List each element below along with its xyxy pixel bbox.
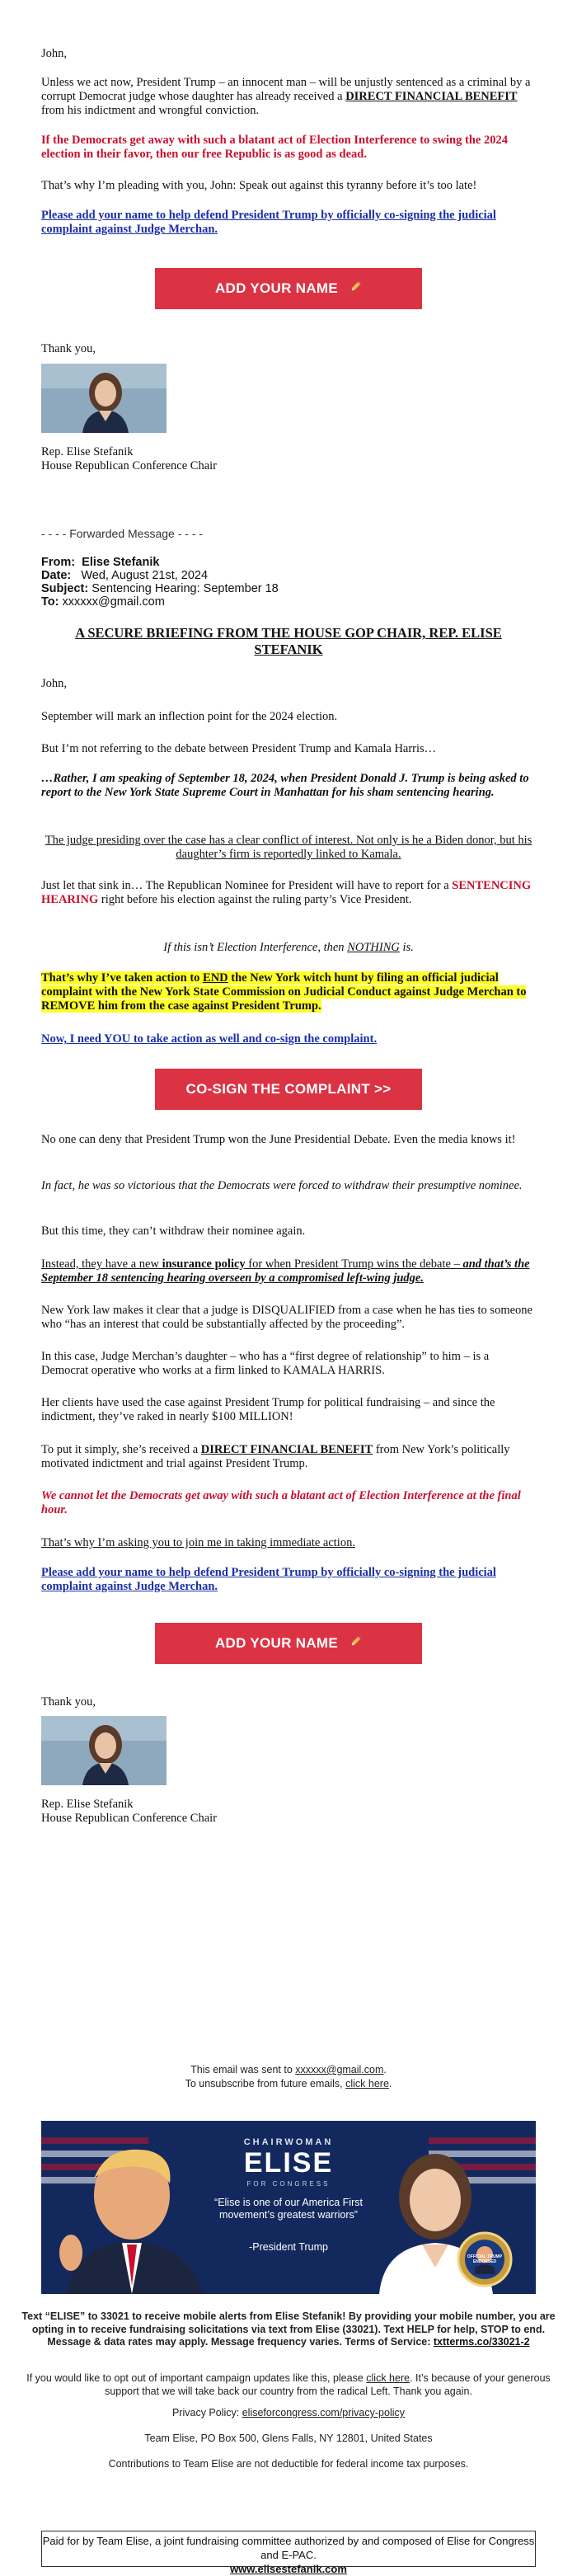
cosign-link-3[interactable]: Please add your name to help defend President Trump by officially co-signing the judicial complaint against Judge Merchan. [41, 1566, 496, 1593]
privacy-line: Privacy Policy: eliseforcongress.com/privacy-policy [171, 2407, 406, 2419]
signoff-title-2: House Republican Conference Chair [41, 1812, 217, 1825]
stefanik-photo [41, 364, 167, 433]
sms-disclaimer: Text “ELISE” to 33021 to receive mobile alerts from Elise Stefanik! By providing your mobile number, you are opting in to receive fundraising solicitations via text from Elise (33021). Text HELP for help, STOP to end. Message & data rates may apply. Message frequency varies. Terms of Service: txtterms.co/33021-2 [21, 2310, 556, 2348]
signoff-title-1: House Republican Conference Chair [41, 459, 217, 472]
mailing-address: Team Elise, PO Box 500, Glens Falls, NY 12801, United States [144, 2433, 433, 2444]
briefing-paragraph-3: …Rather, I am speaking of September 18, 2024, when President Donald J. Trump is being asked to report to the New York State Supreme Court in Manhattan for his sham sentencing hearing. [41, 772, 529, 799]
briefing-paragraph-7: That’s why I’ve taken action to END the New York witch hunt by filing an official judicial complaint with the New York State Commission on Judicial Conduct against Judge Merchan to REMOVE him from the case against President Trump. [41, 971, 527, 1013]
tax-disclaimer: Contributions to Team Elise are not deductible for federal income tax purposes. [108, 2458, 469, 2470]
sms-terms-link[interactable]: txtterms.co/33021-2 [433, 2336, 530, 2348]
cosign-link-2[interactable]: Now, I need YOU to take action as well and co-sign the complaint. [41, 1032, 378, 1046]
forward-subject: Subject: Sentencing Hearing: September 18 [41, 582, 279, 595]
privacy-policy-link[interactable]: eliseforcongress.com/privacy-policy [242, 2407, 406, 2419]
add-your-name-button-2[interactable]: ADD YOUR NAME [155, 1623, 422, 1664]
unsubscribe-link[interactable]: click here [345, 2078, 389, 2089]
signoff-thanks-2: Thank you, [41, 1695, 96, 1709]
section-paragraph-8: To put it simply, she’s received a DIRECT FINANCIAL BENEFIT from New York’s politically motivated indictment and trial against President Trump. [41, 1443, 510, 1470]
seal-label: OFFICIAL TRUMP ENDORSED [467, 2254, 503, 2264]
paragraph-3: That’s why I’m pleading with you, John: Speak out against this tyranny before it’s too late! [41, 179, 477, 192]
cosign-complaint-button[interactable]: CO-SIGN THE COMPLAINT >> [155, 1069, 422, 1110]
banner-quote: “Elise is one of our America First movement’s greatest warriors” [214, 2197, 363, 2221]
signoff-thanks-1: Thank you, [41, 342, 96, 355]
banner-tagline: FOR CONGRESS [246, 2180, 331, 2188]
banner-name: ELISE [243, 2147, 334, 2179]
forward-to: To: xxxxxx@gmail.com [41, 595, 165, 609]
section-paragraph-1: No one can deny that President Trump won the June Presidential Debate. Even the media knows it! [41, 1133, 516, 1146]
briefing-paragraph-5: Just let that sink in… The Republican Nominee for President will have to report for a SENTENCING HEARING right before his election against the ruling party’s Vice President. [41, 879, 532, 906]
section-paragraph-6: In this case, Judge Merchan’s daughter – who has a “first degree of relationship” to him – is a Democrat operative who works at a firm linked to KAMALA HARRIS. [41, 1350, 490, 1377]
website-link[interactable]: www.elisestefanik.com [230, 2563, 347, 2575]
banner-kicker: CHAIRWOMAN [243, 2137, 334, 2147]
greeting: John, [41, 47, 68, 60]
pencil-icon [349, 269, 362, 310]
briefing-paragraph-4: The judge presiding over the case has a clear conflict of interest. Not only is he a Biden donor, but his daughter’s firm is reportedly linked to Kamala. [45, 834, 532, 861]
pencil-icon [349, 1624, 362, 1665]
add-your-name-button-1[interactable]: ADD YOUR NAME [155, 268, 422, 309]
paid-for-box [41, 2531, 536, 2575]
optout-line: If you would like to opt out of important campaign updates like this, please click here. It’s because of your generous support that we will take back our country from the radical Left. Thank you again. [26, 2372, 551, 2397]
stefanik-photo [41, 1716, 167, 1785]
section-paragraph-2: In fact, he was so victorious that the Democrats were forced to withdraw their presumptive nominee. [41, 1179, 523, 1192]
section-paragraph-5: New York law makes it clear that a judge is DISQUALIFIED from a case when he has ties to someone who “has an interest that could be substantially affected by the proceeding”. [41, 1304, 532, 1331]
greeting-2: John, [41, 677, 68, 690]
paragraph-2: If the Democrats get away with such a blatant act of Election Interference to swing the 2024 election in their favor, then our free Republic is as good as dead. [41, 134, 508, 161]
paragraph-1: Unless we act now, President Trump – an innocent man – will be unjustly sentenced as a criminal by a corrupt Democrat judge whose daughter has already received a DIRECT FINANCIAL BENEFIT from his indictment and wrongful conviction. [41, 76, 531, 117]
signoff-name-2: Rep. Elise Stefanik [41, 1798, 134, 1811]
recipient-email-link[interactable]: xxxxxx@gmail.com [295, 2064, 384, 2075]
briefing-paragraph-1: September will mark an inflection point for the 2024 election. [41, 710, 338, 723]
briefing-paragraph-2: But I’m not referring to the debate between President Trump and Kamala Harris… [41, 742, 437, 755]
paid-for-text: Paid for by Team Elise, a joint fundraising committee authorized by and composed of Elise for Congress and E-PAC. [42, 2535, 535, 2561]
forwarded-divider: - - - - Forwarded Message - - - - [41, 527, 204, 540]
section-paragraph-3: But this time, they can’t withdraw their nominee again. [41, 1225, 306, 1238]
forward-date: Date: Wed, August 21st, 2024 [41, 569, 209, 582]
endorsement-banner[interactable] [41, 2121, 536, 2294]
cosign-link-1[interactable]: Please add your name to help defend President Trump by officially co-signing the judicial complaint against Judge Merchan. [41, 209, 496, 236]
forwarded-header [41, 556, 536, 609]
optout-link[interactable]: click here [366, 2372, 410, 2384]
section-paragraph-4: Instead, they have a new insurance policy for when President Trump wins the debate – and that’s the September 18 sentencing hearing overseen by a compromised left-wing judge. [41, 1257, 530, 1285]
sent-to-line: This email was sent to xxxxxx@gmail.com. [190, 2064, 387, 2075]
briefing-paragraph-6: If this isn’t Election Interference, then NOTHING is. [163, 941, 414, 954]
banner-attribution: -President Trump [249, 2241, 328, 2253]
signoff-name-1: Rep. Elise Stefanik [41, 445, 134, 458]
section-paragraph-10: That’s why I’m asking you to join me in taking immediate action. [41, 1536, 355, 1549]
section-paragraph-9: We cannot let the Democrats get away with such a blatant act of Election Interference at the final hour. [41, 1489, 521, 1516]
briefing-title: A SECURE BRIEFING FROM THE HOUSE GOP CHAIR, REP. ELISE STEFANIK [75, 625, 502, 657]
section-paragraph-7: Her clients have used the case against President Trump for political fundraising – and since the indictment, they’ve raked in nearly $100 MILLION! [41, 1396, 495, 1423]
unsubscribe-line: To unsubscribe from future emails, click here. [185, 2078, 392, 2089]
forward-from: From: Elise Stefanik [41, 556, 160, 569]
